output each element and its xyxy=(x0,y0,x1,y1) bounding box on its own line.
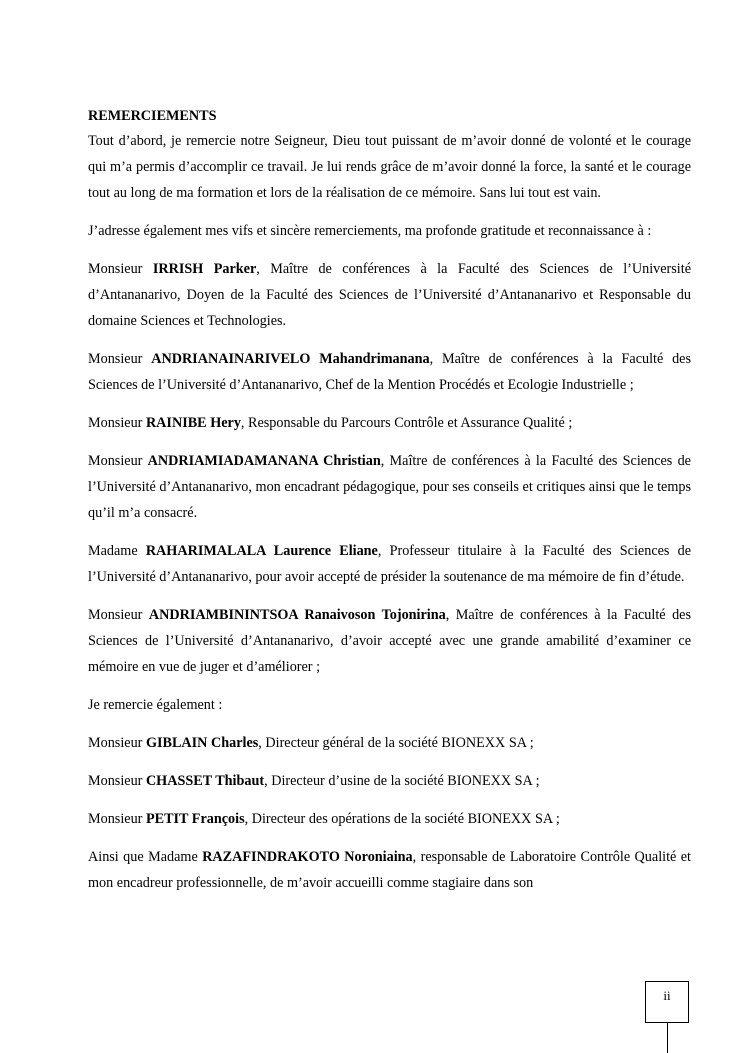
page-number-divider xyxy=(667,1023,668,1053)
title-prefix: Madame xyxy=(88,543,146,559)
person-role: , Professeur titulaire à la Faculté des Sciences de l’Université d’Antananarivo, pour avoir accepté de présider la soutenance de ma mémoire de fin d’étude. xyxy=(88,543,691,585)
paragraph-gratitude: J’adresse également mes vifs et sincère remerciements, ma profonde gratitude et reconnaissance à : xyxy=(88,223,652,239)
title-prefix: Monsieur xyxy=(88,261,153,277)
person-name: RAINIBE Hery xyxy=(145,415,241,431)
title-prefix: Monsieur xyxy=(88,735,146,751)
paragraph-rainibe xyxy=(88,410,691,436)
page-heading: REMERCIEMENTS xyxy=(88,108,217,124)
person-role: , Directeur des opérations de la société BIONEXX SA ; xyxy=(244,811,560,827)
person-name: ANDRIANAINARIVELO Mahandrimanana xyxy=(151,351,430,367)
paragraph-intro: Tout d’abord, je remercie notre Seigneur, Dieu tout puissant de m’avoir donné de volonté et le courage qui m’a permis d’accomplir ce travail. Je lui rends grâce de m’avoir donné la force, la santé et le courage tout au long de ma formation et lors de la réalisation de ce mémoire. Sans lui tout est vain. xyxy=(88,133,691,201)
paragraph-chasset xyxy=(88,768,691,794)
paragraph-irrish xyxy=(88,256,691,334)
person-role: , Maître de conférences à la Faculté des Sciences de l’Université d’Antananarivo, Chef de la Mention Procédés et Ecologie Industrielle ; xyxy=(88,351,691,393)
title-prefix: Monsieur xyxy=(88,773,146,789)
title-prefix: Monsieur xyxy=(88,415,146,431)
paragraph-raharimalala xyxy=(88,538,691,590)
paragraph-andrianainarivelo xyxy=(88,346,691,398)
person-role: , Maître de conférences à la Faculté des Sciences de l’Université d’Antananarivo, Doyen de la Faculté des Sciences de l’Université d’Antananarivo et Responsable du domaine Sciences et Technologies. xyxy=(88,261,691,329)
paragraph-petit xyxy=(88,806,691,832)
person-name: RAHARIMALALA Laurence Eliane xyxy=(145,543,378,559)
document-body xyxy=(88,104,691,896)
person-name: ANDRIAMBININTSOA Ranaivoson Tojonirina xyxy=(148,607,446,623)
title-prefix: Monsieur xyxy=(88,811,146,827)
person-name: IRRISH Parker xyxy=(152,261,257,277)
title-prefix: Monsieur xyxy=(88,453,148,469)
person-role: , Directeur général de la société BIONEXX SA ; xyxy=(258,735,534,751)
person-name: ANDRIAMIADAMANANA Christian xyxy=(147,453,381,469)
person-role: , Responsable du Parcours Contrôle et Assurance Qualité ; xyxy=(240,415,573,431)
person-role: , responsable de Laboratoire Contrôle Qualité et mon encadreur professionnelle, de m’avoir accueilli comme stagiaire dans son xyxy=(88,849,691,891)
paragraph-andriamiadamanana xyxy=(88,448,691,526)
person-name: GIBLAIN Charles xyxy=(145,735,259,751)
paragraph-thanks-also: Je remercie également : xyxy=(88,697,223,713)
title-prefix: Ainsi que Madame xyxy=(88,849,203,865)
person-name: CHASSET Thibaut xyxy=(145,773,265,789)
person-role: , Maître de conférences à la Faculté des Sciences de l’Université d’Antananarivo, d’avoir accepté avec une grande amabilité d’examiner ce mémoire en vue de juger et d’améliorer ; xyxy=(88,607,691,675)
page-number: ii xyxy=(645,981,689,1023)
title-prefix: Monsieur xyxy=(88,607,149,623)
paragraph-andriambinintsoa xyxy=(88,602,691,680)
paragraph-giblain xyxy=(88,730,691,756)
person-name: PETIT François xyxy=(145,811,245,827)
person-name: RAZAFINDRAKOTO Noroniaina xyxy=(202,849,413,865)
paragraph-razafindrakoto xyxy=(88,844,691,896)
person-role: , Directeur d’usine de la société BIONEXX SA ; xyxy=(264,773,540,789)
person-role: , Maître de conférences à la Faculté des Sciences de l’Université d’Antananarivo, mon encadrant pédagogique, pour ses conseils et critiques ainsi que le temps qu’il m’a consacré. xyxy=(88,453,691,521)
title-prefix: Monsieur xyxy=(88,351,152,367)
